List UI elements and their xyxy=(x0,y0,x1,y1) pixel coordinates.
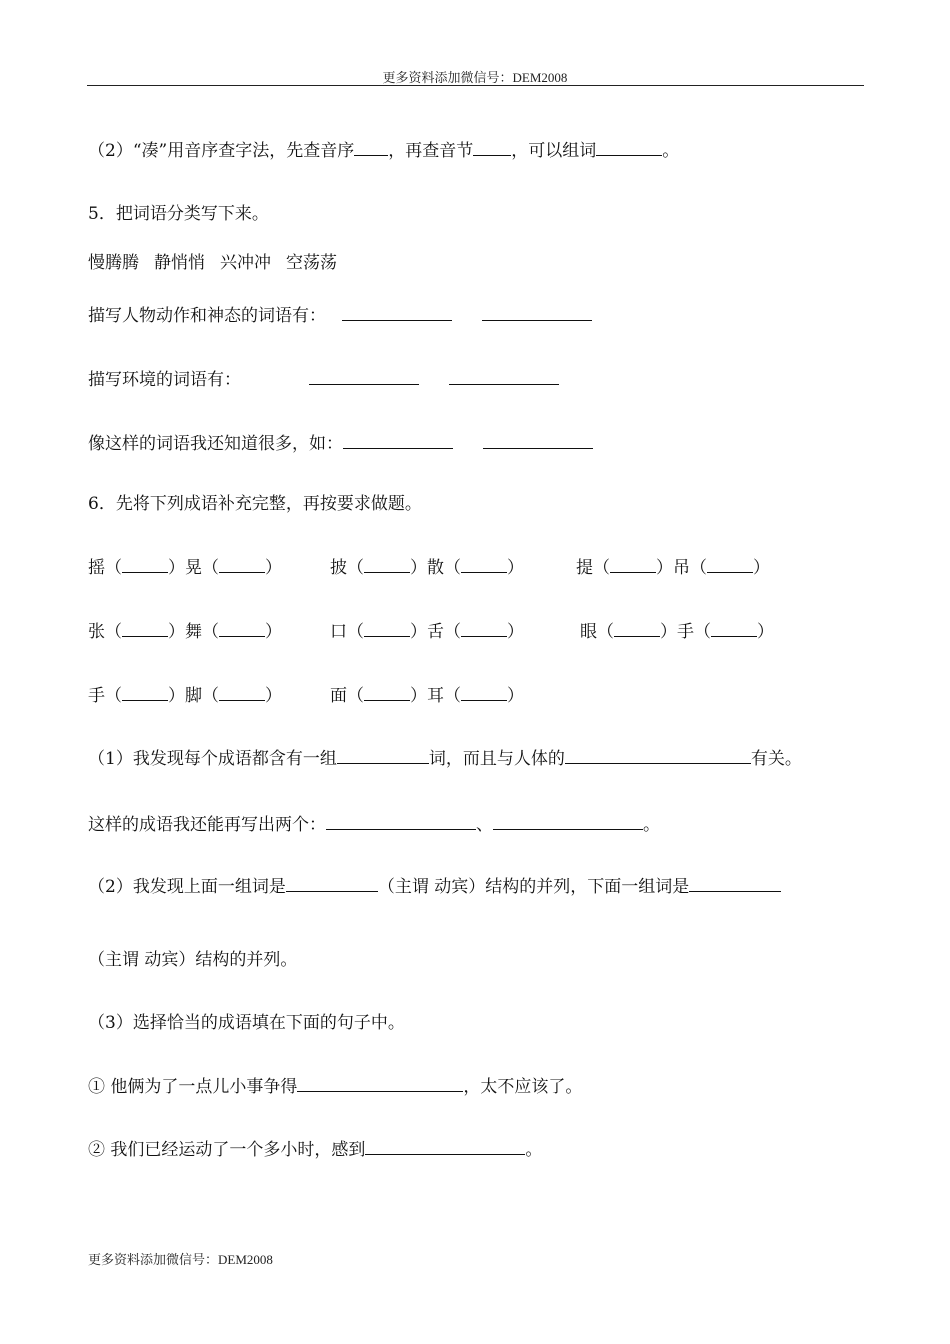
page-footer: 更多资料添加微信号：DEM2008 xyxy=(88,1252,273,1267)
sentence2-text-b: 。 xyxy=(525,1140,543,1160)
idiom-char: 张 xyxy=(88,622,105,642)
paren-open: （ xyxy=(202,622,219,642)
blank-action-word-1[interactable] xyxy=(342,304,452,321)
idiom-blank[interactable] xyxy=(219,684,265,701)
paren-open: （ xyxy=(202,686,219,706)
idiom-blank[interactable] xyxy=(364,556,410,573)
paren-close: ） xyxy=(410,558,427,578)
idiom-char: 晃 xyxy=(185,558,202,578)
paren-open: （ xyxy=(444,558,461,578)
blank-structure-upper[interactable] xyxy=(286,875,378,892)
blank-more-word-1[interactable] xyxy=(343,432,453,449)
paren-close: ） xyxy=(410,686,427,706)
paren-close: ） xyxy=(656,558,673,578)
idiom-item xyxy=(330,684,524,707)
q4-part2-end: 。 xyxy=(662,141,680,161)
paren-close: ） xyxy=(507,686,524,706)
idiom-char: 舞 xyxy=(185,622,202,642)
paren-close: ） xyxy=(660,622,677,642)
blank-word[interactable] xyxy=(596,139,662,156)
q6-sub1-text-b: 词，而且与人体的 xyxy=(428,749,565,769)
q6-sub1-text-c: 有关。 xyxy=(750,749,802,769)
q5-words xyxy=(88,252,337,274)
idiom-char: 披 xyxy=(330,558,347,578)
blank-sentence1[interactable] xyxy=(297,1075,463,1092)
paren-open: （ xyxy=(597,622,614,642)
paren-open: （ xyxy=(347,622,364,642)
idiom-char: 摇 xyxy=(88,558,105,578)
paren-close: ） xyxy=(757,622,774,642)
idiom-char: 耳 xyxy=(427,686,444,706)
idiom-char: 吊 xyxy=(673,558,690,578)
idiom-char: 面 xyxy=(330,686,347,706)
idiom-blank[interactable] xyxy=(219,556,265,573)
idiom-blank[interactable] xyxy=(614,620,660,637)
paren-close: ） xyxy=(753,558,770,578)
blank-syllable[interactable] xyxy=(473,139,511,156)
word-item: 慢腾腾 xyxy=(88,253,139,273)
idiom-char: 眼 xyxy=(580,622,597,642)
paren-close: ） xyxy=(168,622,185,642)
idiom-row-1 xyxy=(88,556,770,579)
paren-open: （ xyxy=(444,686,461,706)
idiom-char: 手 xyxy=(88,686,105,706)
q6-sub1-line1 xyxy=(88,747,802,770)
sentence1-text-b: ，太不应该了。 xyxy=(463,1077,583,1097)
word-item: 静悄悄 xyxy=(154,253,205,273)
q4-part2-prefix: （2）“凑”用音序查字法，先查音序 xyxy=(88,141,355,161)
paren-close: ） xyxy=(265,558,282,578)
idiom-item xyxy=(576,556,770,579)
idiom-item xyxy=(330,556,576,579)
blank-env-word-2[interactable] xyxy=(449,368,559,385)
paren-close: ） xyxy=(507,622,524,642)
q4-part2-mid2: ，可以组词 xyxy=(511,141,597,161)
idiom-item xyxy=(88,620,330,643)
idiom-item xyxy=(88,684,330,707)
sentence1-text-a: ① 他俩为了一点儿小事争得 xyxy=(88,1077,298,1097)
idiom-blank[interactable] xyxy=(461,684,507,701)
paren-open: （ xyxy=(690,558,707,578)
blank-more-word-2[interactable] xyxy=(483,432,593,449)
q5-line1-label: 描写人物动作和神态的词语有： xyxy=(88,306,326,326)
paren-open: （ xyxy=(694,622,711,642)
q6-title: 6．先将下列成语补充完整，再按要求做题。 xyxy=(88,494,422,514)
page-header: 更多资料添加微信号：DEM2008 xyxy=(382,70,568,85)
idiom-char: 散 xyxy=(427,558,444,578)
paren-open: （ xyxy=(444,622,461,642)
q6-sub1-separator: 、 xyxy=(476,815,493,835)
idiom-char: 脚 xyxy=(185,686,202,706)
paren-open: （ xyxy=(105,558,122,578)
idiom-blank[interactable] xyxy=(610,556,656,573)
blank-sentence2[interactable] xyxy=(365,1138,525,1155)
blank-structure-lower[interactable] xyxy=(689,875,781,892)
idiom-row-3 xyxy=(88,684,524,707)
idiom-blank[interactable] xyxy=(461,556,507,573)
paren-close: ） xyxy=(168,686,185,706)
paren-open: （ xyxy=(105,686,122,706)
idiom-item xyxy=(88,556,330,579)
paren-close: ） xyxy=(265,622,282,642)
blank-env-word-1[interactable] xyxy=(309,368,419,385)
blank-body-part[interactable] xyxy=(565,747,751,764)
idiom-char: 手 xyxy=(677,622,694,642)
idiom-item xyxy=(330,620,580,643)
idiom-item xyxy=(580,620,774,643)
paren-open: （ xyxy=(105,622,122,642)
word-item: 空荡荡 xyxy=(286,253,337,273)
idiom-blank[interactable] xyxy=(711,620,757,637)
blank-action-word-2[interactable] xyxy=(482,304,592,321)
idiom-blank[interactable] xyxy=(364,684,410,701)
q6-sub1-text-d: 这样的成语我还能再写出两个： xyxy=(88,815,326,835)
paren-close: ） xyxy=(410,622,427,642)
blank-sequence[interactable] xyxy=(354,139,388,156)
q6-sub3-sentence2 xyxy=(88,1138,542,1161)
idiom-row-2 xyxy=(88,620,774,643)
q6-sub2-line2: （主谓 动宾）结构的并列。 xyxy=(88,950,298,970)
paren-close: ） xyxy=(168,558,185,578)
idiom-blank[interactable] xyxy=(219,620,265,637)
q4-part2-mid1: ，再查音节 xyxy=(388,141,474,161)
word-item: 兴冲冲 xyxy=(220,253,271,273)
idiom-char: 口 xyxy=(330,622,347,642)
idiom-char: 舌 xyxy=(427,622,444,642)
paren-open: （ xyxy=(347,558,364,578)
header-rule xyxy=(87,85,864,86)
idiom-blank[interactable] xyxy=(122,556,168,573)
paren-open: （ xyxy=(593,558,610,578)
q6-sub3-sentence1 xyxy=(88,1075,582,1098)
q4-part2-line xyxy=(88,139,679,162)
idiom-blank[interactable] xyxy=(364,620,410,637)
q5-line3 xyxy=(88,432,593,455)
idiom-blank[interactable] xyxy=(461,620,507,637)
q6-sub3-title: （3）选择恰当的成语填在下面的句子中。 xyxy=(88,1013,405,1033)
blank-extra-idiom-1[interactable] xyxy=(326,813,476,830)
q6-sub2-text-a: （2）我发现上面一组词是 xyxy=(88,877,286,897)
q6-sub1-text-a: （1）我发现每个成语都含有一组 xyxy=(88,749,337,769)
q5-line1 xyxy=(88,304,592,327)
q5-line3-label: 像这样的词语我还知道很多，如： xyxy=(88,434,343,454)
q5-line2-label: 描写环境的词语有： xyxy=(88,370,241,390)
idiom-blank[interactable] xyxy=(122,684,168,701)
q5-title: 5．把词语分类写下来。 xyxy=(88,204,269,224)
q6-sub1-end: 。 xyxy=(643,815,660,835)
paren-open: （ xyxy=(202,558,219,578)
q5-line2 xyxy=(88,368,559,391)
q6-sub2-text-b: （主谓 动宾）结构的并列，下面一组词是 xyxy=(377,877,690,897)
idiom-blank[interactable] xyxy=(707,556,753,573)
paren-open: （ xyxy=(347,686,364,706)
blank-extra-idiom-2[interactable] xyxy=(493,813,643,830)
paren-close: ） xyxy=(507,558,524,578)
q6-sub2-line1 xyxy=(88,875,781,898)
sentence2-text-a: ② 我们已经运动了一个多小时，感到 xyxy=(88,1140,366,1160)
idiom-blank[interactable] xyxy=(122,620,168,637)
q6-sub1-line2 xyxy=(88,813,660,836)
paren-close: ） xyxy=(265,686,282,706)
idiom-char: 提 xyxy=(576,558,593,578)
blank-word-group[interactable] xyxy=(337,747,429,764)
